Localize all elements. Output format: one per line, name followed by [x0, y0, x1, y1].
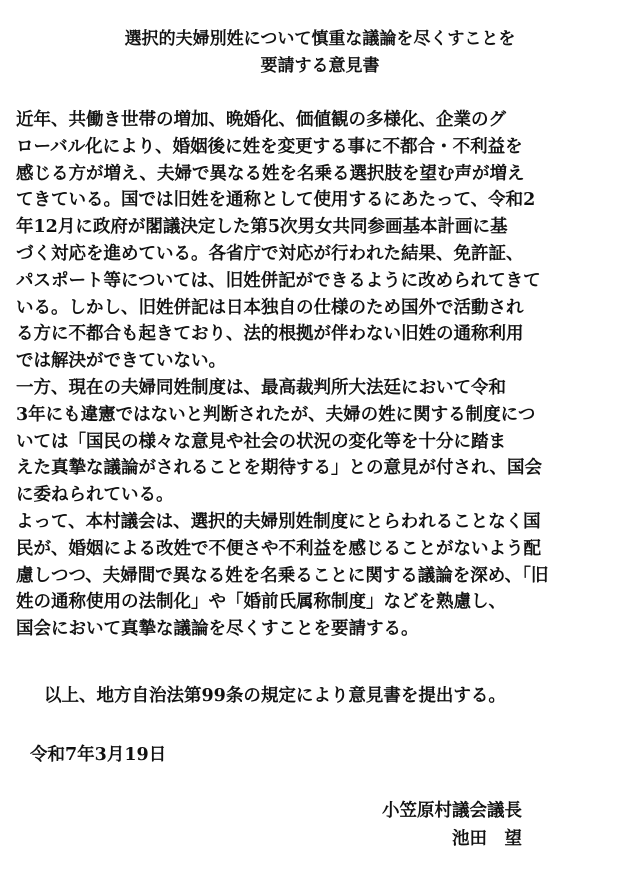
body-line: 姓の通称使用の法制化」や「婚前氏属称制度」などを熟慮し、: [16, 592, 506, 613]
body-line: る方に不都合も起きており、法的根拠が伴わない旧姓の通称利用: [16, 324, 524, 345]
body-line: づく対応を進めている。各省庁で対応が行われた結果、免許証、: [16, 243, 524, 264]
document-date: 令和7年3月19日: [30, 745, 167, 765]
body-line: よって、本村議会は、選択的夫婦別姓制度にとらわれることなく国: [16, 511, 541, 532]
body-line: いては「国民の様々な意見や社会の状況の変化等を十分に踏ま: [16, 431, 506, 452]
document-body: [16, 107, 626, 643]
closing-statement: 以上、地方自治法第99条の規定により意見書を提出する。: [44, 686, 506, 706]
body-line: 国会において真摯な議論を尽くすことを要請する。: [16, 619, 419, 640]
body-line: えた真摯な議論がされることを期待する」との意見が付され、国会: [16, 458, 543, 479]
signatory-name: 池田 望: [452, 829, 522, 849]
body-line: 一方、現在の夫婦同姓制度は、最高裁判所大法廷において令和: [16, 377, 506, 398]
body-line: に委ねられている。: [16, 485, 174, 506]
body-line: いる。しかし、旧姓併記は日本独自の仕様のため国外で活動され: [16, 297, 524, 318]
body-line: 3年にも違憲ではないと判断されたが、夫婦の姓に関する制度につ: [16, 404, 536, 425]
body-line: 年12月に政府が閣議決定した第5次男女共同参画基本計画に基: [16, 217, 508, 238]
body-line: てきている。国では旧姓を通称として使用するにあたって、令和2: [16, 190, 536, 211]
body-line: パスポート等については、旧姓併記ができるように改められてきて: [16, 270, 541, 291]
body-line: では解決ができていない。: [16, 351, 226, 372]
signatory-organization: 小笠原村議会議長: [382, 801, 522, 821]
document-title-line-2: 要請する意見書: [260, 56, 380, 76]
body-line: 近年、共働き世帯の増加、晩婚化、価値観の多様化、企業のグ: [16, 110, 506, 130]
document-title-line-1: 選択的夫婦別姓について慎重な議論を尽くすことを: [124, 29, 516, 49]
body-line: 民が、婚姻による改姓で不便さや不利益を感じることがないよう配: [16, 538, 541, 559]
body-line: 慮しつつ、夫婦間で異なる姓を名乗ることに関する議論を深め、「旧: [16, 565, 549, 586]
body-line: ローバル化により、婚姻後に姓を変更する事に不都合・不利益を: [16, 136, 523, 157]
body-line: 感じる方が増え、夫婦で異なる姓を名乗る選択肢を望む声が増え: [16, 163, 525, 184]
